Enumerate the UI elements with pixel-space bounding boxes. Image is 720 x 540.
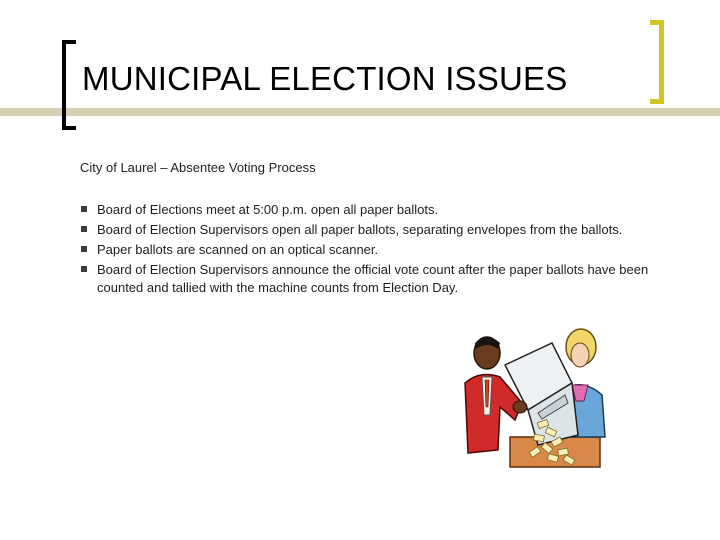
title-underline-band (0, 108, 720, 116)
left-bracket-decoration (62, 40, 76, 130)
bullet-item (80, 221, 680, 239)
square-bullet-icon (81, 206, 87, 212)
square-bullet-icon (81, 226, 87, 232)
bullet-text: Board of Election Supervisors open all paper ballots, separating envelopes from the ballots. (97, 222, 623, 237)
bullet-item (80, 201, 680, 219)
bullet-list (80, 201, 680, 299)
square-bullet-icon (81, 246, 87, 252)
bullet-text: Paper ballots are scanned on an optical scanner. (97, 242, 379, 257)
bullet-item (80, 261, 680, 297)
right-bracket-decoration (650, 20, 664, 104)
slide-subtitle: City of Laurel – Absentee Voting Process (80, 160, 316, 175)
slide-title: MUNICIPAL ELECTION ISSUES (82, 60, 568, 97)
square-bullet-icon (81, 266, 87, 272)
bullet-item (80, 241, 680, 259)
bullet-text: Board of Election Supervisors announce the official vote count after the paper ballots have been counted and tallied with the machine counts from Election Day. (97, 262, 649, 295)
ballot-box-clipart-icon (460, 325, 610, 470)
bullet-text: Board of Elections meet at 5:00 p.m. open all paper ballots. (97, 202, 439, 217)
